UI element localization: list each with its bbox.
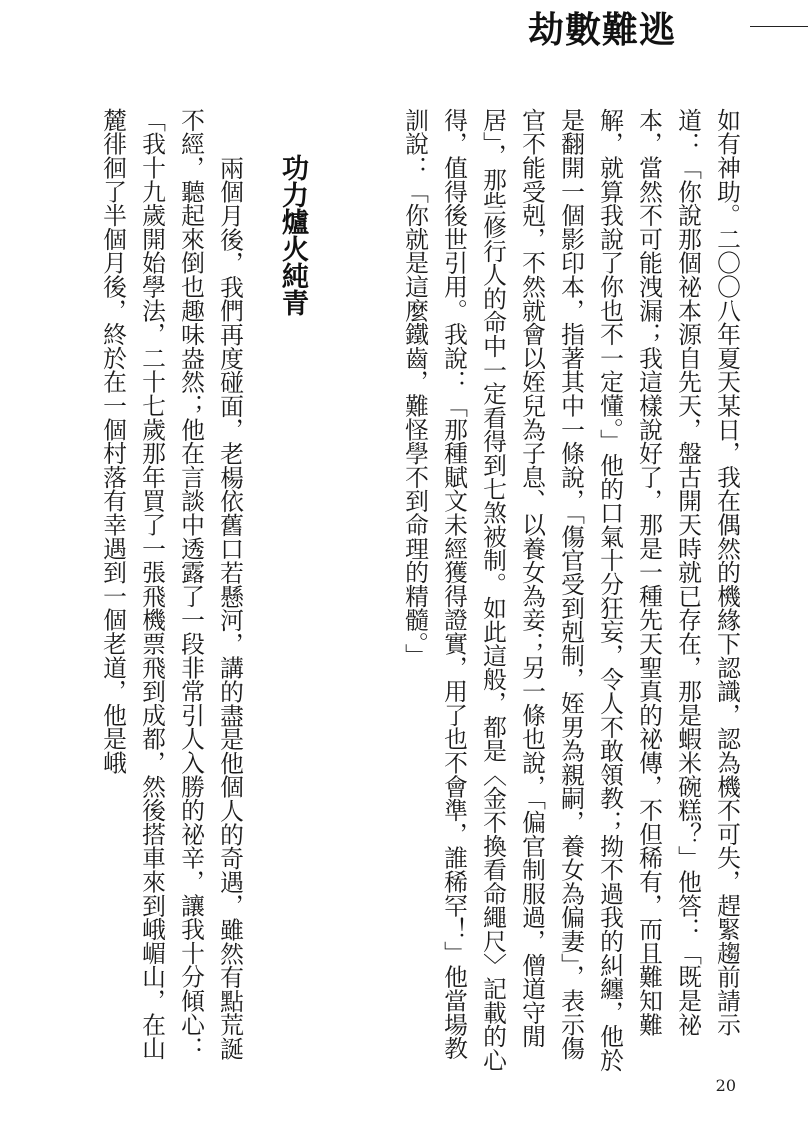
vertical-text-body xyxy=(93,108,746,1083)
page-number: 20 xyxy=(715,1076,736,1095)
running-header-title: 劫數難逃 xyxy=(528,9,677,51)
running-header xyxy=(528,0,808,51)
paragraph: 兩個月後，我們再度碰面，老楊依舊口若懸河，講的盡是他個人的奇遇，雖然有點荒誕不經，聽起來倒也趣味盎然；他在言談中透露了一段非常引人入勝的祕辛，讓我十分傾心：「我十九歲開始學法，二十七歲那年買了一張飛機票飛到成都，然後搭車來到峨嵋山，在山麓徘徊了半個月後，終於在一個村落有幸遇到一個老道，他是峨 xyxy=(99,108,244,1060)
paragraph-continued: 如有神助。二〇〇八年夏天某日，我在偶然的機緣下認識，認為機不可失，趕緊趨前請示道：「你說那個祕本源自先天，盤古開天時就已存在，那是蝦米碗糕？」他答：「既是祕本，當然不可能洩漏；我這樣說好了，那是一種先天聖真的祕傳，不但稀有，而且難知難解，就算我說了你也不一定懂。」他的口氣十分狂妄，令人不敢領教；拗不過我的糾纏，他於是翻開一個影印本，指著其中一條說，「傷官受到剋制，姪男為親嗣，養女為偏妻」，表示傷官不能受剋，不然就會以姪兒為子息、以養女為妾；另一條也說，「偏官制服過，僧道守閒居」，那些修行人的命中一定看得到七煞被制。如此這般，都是〈金不換看命繩尺〉記載的心得，值得後世引用。我說：「那種賦文未經獲得證實，用了也不會準，誰稀罕！」他當場教訓說：「你就是這麼鐵齒，難怪學不到命理的精髓。」 xyxy=(401,108,741,1072)
section-heading: 功力爐火純青 xyxy=(277,154,308,316)
header-rule xyxy=(750,26,808,27)
